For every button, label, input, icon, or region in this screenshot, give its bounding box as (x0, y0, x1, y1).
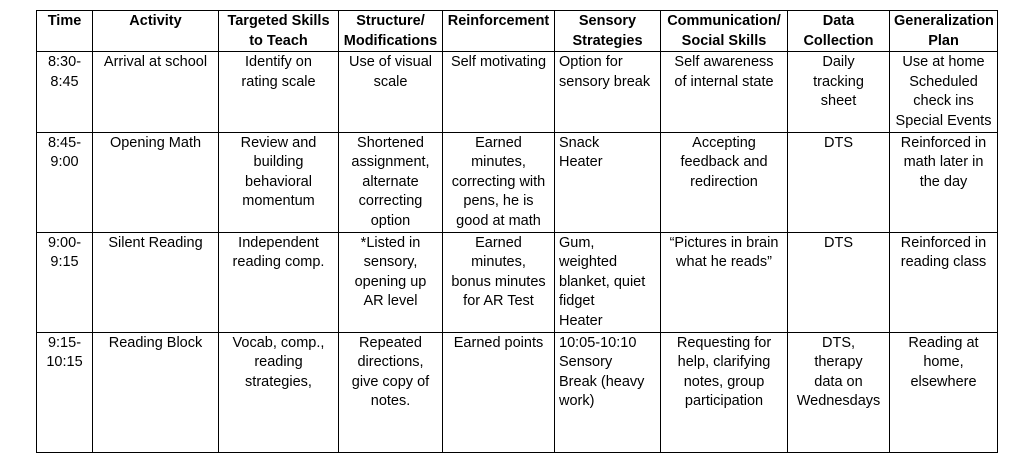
table-row (37, 132, 998, 232)
reinforcement-cell: Earned minutes, bonus minutes for AR Test (443, 232, 555, 332)
header-activity: Activity (93, 11, 219, 52)
time-cell: 8:30- 8:45 (37, 52, 93, 132)
communication-cell: Accepting feedback and redirection (661, 132, 788, 232)
time-cell: 8:45- 9:00 (37, 132, 93, 232)
communication-cell: Requesting for help, clarifying notes, group participation (661, 332, 788, 452)
header-structure: Structure/ Modifications (339, 11, 443, 52)
time-cell: 9:00- 9:15 (37, 232, 93, 332)
skills-cell: Vocab, comp., reading strategies, (219, 332, 339, 452)
skills-cell: Independent reading comp. (219, 232, 339, 332)
sensory-cell: Gum, weighted blanket, quiet fidget Heater (555, 232, 661, 332)
header-targeted-skills: Targeted Skills to Teach (219, 11, 339, 52)
reinforcement-cell: Earned minutes, correcting with pens, he is good at math (443, 132, 555, 232)
communication-cell: Self awareness of internal state (661, 52, 788, 132)
generalization-cell: Reinforced in reading class (890, 232, 998, 332)
reinforcement-cell: Earned points (443, 332, 555, 452)
header-communication: Communication/ Social Skills (661, 11, 788, 52)
skills-cell: Identify on rating scale (219, 52, 339, 132)
generalization-cell: Use at home Scheduled check ins Special Events (890, 52, 998, 132)
schedule-table (36, 10, 998, 453)
header-row (37, 11, 998, 52)
activity-cell: Reading Block (93, 332, 219, 452)
table-row (37, 232, 998, 332)
structure-cell: Use of visual scale (339, 52, 443, 132)
table-row (37, 332, 998, 452)
activity-cell: Opening Math (93, 132, 219, 232)
generalization-cell: Reinforced in math later in the day (890, 132, 998, 232)
header-time: Time (37, 11, 93, 52)
data-collection-cell: DTS (788, 132, 890, 232)
generalization-cell: Reading at home, elsewhere (890, 332, 998, 452)
sensory-cell: 10:05-10:10 Sensory Break (heavy work) (555, 332, 661, 452)
data-collection-cell: Daily tracking sheet (788, 52, 890, 132)
header-sensory: Sensory Strategies (555, 11, 661, 52)
sensory-cell: Snack Heater (555, 132, 661, 232)
header-data-collection: Data Collection (788, 11, 890, 52)
header-generalization: Generalization Plan (890, 11, 998, 52)
activity-cell: Silent Reading (93, 232, 219, 332)
sensory-cell: Option for sensory break (555, 52, 661, 132)
time-cell: 9:15- 10:15 (37, 332, 93, 452)
table-row (37, 52, 998, 132)
header-reinforcement: Reinforcement (443, 11, 555, 52)
structure-cell: *Listed in sensory, opening up AR level (339, 232, 443, 332)
data-collection-cell: DTS, therapy data on Wednesdays (788, 332, 890, 452)
data-collection-cell: DTS (788, 232, 890, 332)
structure-cell: Repeated directions, give copy of notes. (339, 332, 443, 452)
communication-cell: “Pictures in brain what he reads” (661, 232, 788, 332)
reinforcement-cell: Self motivating (443, 52, 555, 132)
structure-cell: Shortened assignment, alternate correcting option (339, 132, 443, 232)
skills-cell: Review and building behavioral momentum (219, 132, 339, 232)
activity-cell: Arrival at school (93, 52, 219, 132)
